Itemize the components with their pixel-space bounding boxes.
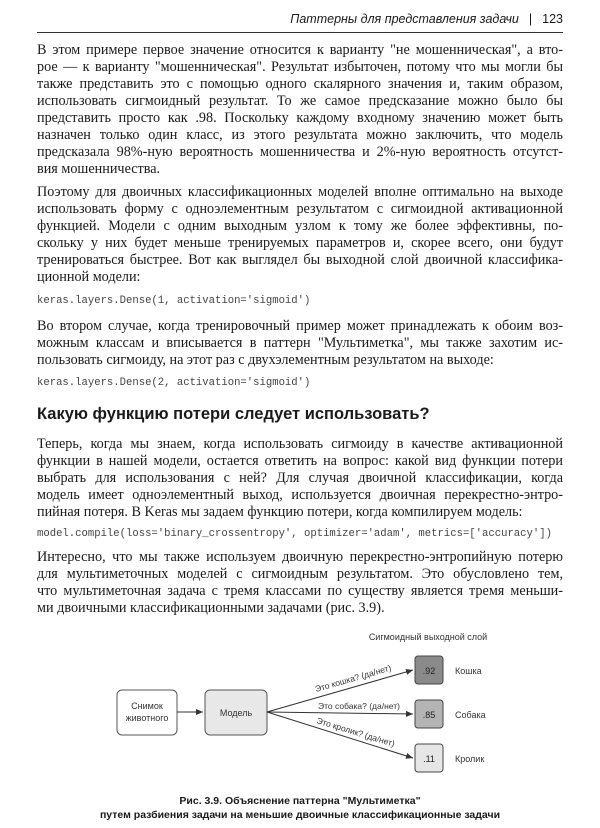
text-line: что мультиметочная задача с тремя классами по существу является тремя меньши- bbox=[37, 583, 563, 599]
paragraph-5 bbox=[37, 549, 563, 617]
model-label: Модель bbox=[219, 708, 253, 718]
text-line: модель имеет одноэлементный выход, используется двоичная перекрестно-энтро- bbox=[37, 487, 563, 503]
output-label: Кролик bbox=[455, 754, 485, 764]
running-header bbox=[37, 12, 563, 33]
question-rabbit: Это кролик? (да/нет) bbox=[315, 715, 397, 749]
text-line: Интересно, что мы также используем двоичную перекрестно-энтропийную потерю bbox=[37, 549, 563, 565]
code-dense-1: keras.layers.Dense(1, activation='sigmoid') bbox=[37, 295, 311, 307]
text-line: выбрать для использования с ней? Для случая двоичной классификации, когда bbox=[37, 470, 563, 486]
paragraph-4 bbox=[37, 436, 563, 521]
text-line: пийная потеря. В Keras мы задаем функцию потери, когда компилируем модель: bbox=[37, 504, 523, 520]
page-number: 123 bbox=[542, 12, 563, 26]
text-line: вия мошенничества. bbox=[37, 161, 161, 177]
text-line: рое — к варианту "мошенническая". Результат избыточен, потому что мы могли бы bbox=[37, 59, 563, 75]
text-line: представить просто как .98. Поскольку каждому входному значению может быть bbox=[37, 110, 563, 126]
question-dog: Это собака? (да/нет) bbox=[318, 701, 400, 711]
section-heading: Какую функцию потери следует использовать? bbox=[37, 405, 430, 423]
arrow-dog bbox=[267, 712, 413, 714]
paragraph-3 bbox=[37, 318, 563, 369]
text-line: Во втором случае, когда тренировочный пример может принадлежать к обоим воз- bbox=[37, 318, 563, 334]
output-value: .92 bbox=[422, 666, 436, 676]
figure-caption-line-2: путем разбиения задачи на меньшие двоичные классификационные задачи bbox=[99, 809, 501, 821]
output-value: .11 bbox=[423, 754, 435, 764]
input-box-line-1: Снимок bbox=[131, 701, 163, 711]
question-cat: Это кошка? (да/нет) bbox=[313, 662, 393, 694]
text-line: скольку у них будет меньше тренируемых параметров и, скорее всего, они будут bbox=[37, 235, 563, 251]
text-line: назначен только один класс, из этого результата можно заключить, что модель bbox=[37, 127, 563, 143]
text-line: функцией. Модели с одним выходным узлом к тому же более эффективны, по- bbox=[37, 218, 563, 234]
input-box-line-2: животного bbox=[125, 713, 169, 723]
header-title: Паттерны для представления задачи bbox=[290, 12, 519, 26]
text-line: для мультиметочных моделей с сигмоидным результатом. Это обусловлено тем, bbox=[37, 566, 563, 582]
text-line: ми двоичными классификационными задачами (рис. 3.9). bbox=[37, 600, 385, 616]
text-line: Поэтому для двоичных классификационных моделей вполне оптимально на выходе bbox=[37, 184, 563, 200]
figure-diagram bbox=[0, 620, 600, 795]
figure-caption-line-1: Рис. 3.9. Объяснение паттерна "Мультиметка" bbox=[179, 795, 421, 807]
output-node-dog bbox=[415, 700, 486, 728]
text-line: использовать форму с одноэлементным результатом с сигмоидной активационной bbox=[37, 201, 563, 217]
text-line: функции в нашей модели, остается ответить на вопрос: какой вид функции потери bbox=[37, 453, 563, 469]
text-line: также представить это с помощью одного скалярного значения и, таким образом, bbox=[37, 76, 563, 92]
code-dense-2: keras.layers.Dense(2, activation='sigmoid') bbox=[37, 377, 311, 389]
header-separator: | bbox=[528, 12, 533, 26]
text-line: предсказала 98%-ную вероятность мошенничества и 2%-ную вероятность отсутст- bbox=[37, 144, 563, 160]
output-node-rabbit bbox=[415, 744, 484, 772]
paragraph-1 bbox=[37, 42, 563, 178]
text-line: тренироваться быстрее. Вот как выглядел бы выходной слой двоичной классифика- bbox=[37, 252, 563, 268]
text-line: использовать сигмоидный результат. То же самое предсказание можно было бы bbox=[37, 93, 563, 109]
output-node-cat bbox=[415, 656, 482, 684]
text-line: можным классам и вписывается в паттерн "Мультиметка", мы также захотим ис- bbox=[37, 335, 563, 351]
text-line: Теперь, когда мы знаем, когда использовать сигмоиду в качестве активационной bbox=[37, 436, 563, 452]
code-compile: model.compile(loss='binary_crossentropy', optimizer='adam', metrics=['accuracy']) bbox=[37, 528, 552, 540]
layer-label: Сигмоидный выходной слой bbox=[368, 632, 488, 642]
paragraph-2 bbox=[37, 184, 563, 286]
output-label: Кошка bbox=[455, 666, 482, 676]
text-line: В этом примере первое значение относится к варианту "не мошенническая", а вто- bbox=[37, 42, 563, 58]
arrow-rabbit bbox=[267, 712, 413, 758]
text-line: пользовать сигмоиду, на этот раз с двухэлементным результатом на выходе: bbox=[37, 352, 494, 368]
text-line: ционной модели: bbox=[37, 269, 141, 285]
output-value: .85 bbox=[422, 710, 436, 720]
output-label: Собака bbox=[455, 710, 486, 720]
